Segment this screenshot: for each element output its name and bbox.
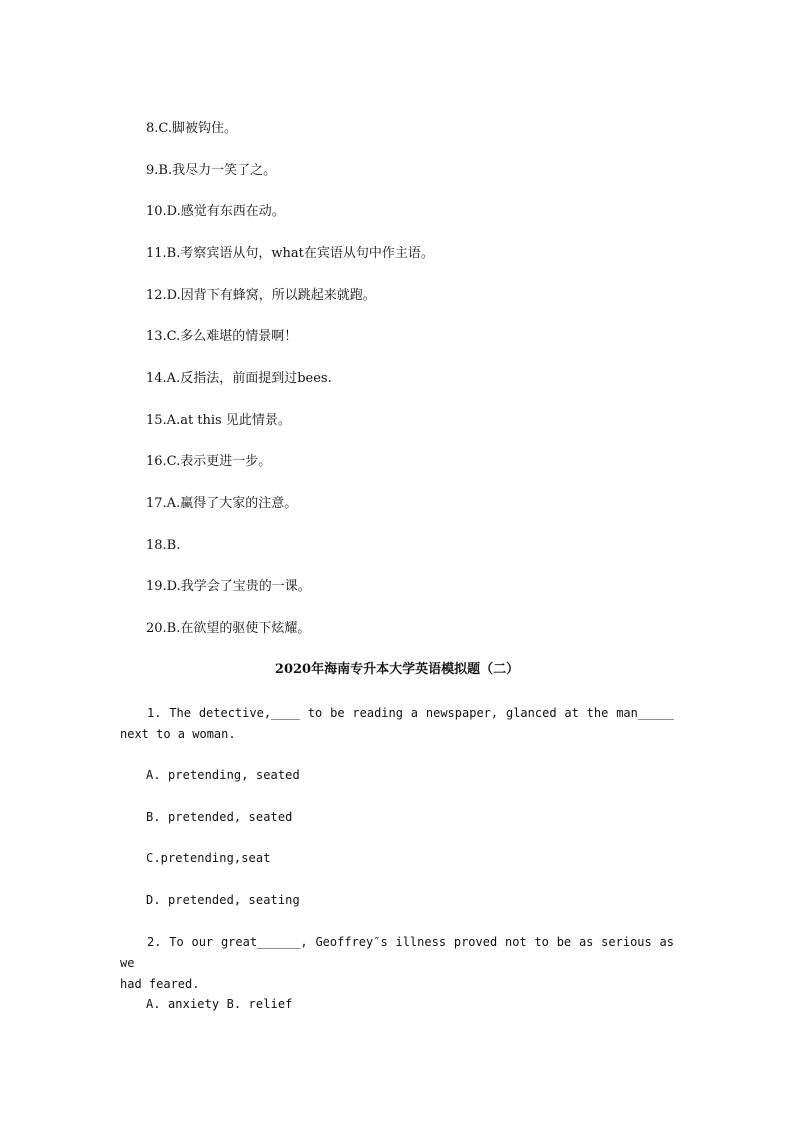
question-stem: [120, 932, 674, 995]
question-stem-line: next to a woman.: [120, 727, 236, 741]
question-stem-line: 1. The detective,____ to be reading a newspaper, glanced at the man_____: [147, 706, 674, 720]
answer-line: 19.D.我学会了宝贵的一课。: [146, 579, 311, 594]
question-stem-line: 2. To our great______, Geoffrey″s illness proved not to be as serious as we: [120, 935, 674, 970]
question-option: D. pretended, seating: [146, 893, 300, 907]
answer-line: 10.D.感觉有东西在动。: [146, 204, 285, 219]
question-stem: [120, 703, 674, 745]
question-option: A. anxiety B. relief: [146, 997, 293, 1011]
question-stem-line: had feared.: [120, 977, 200, 991]
answer-line: 11.B.考察宾语从句，what在宾语从句中作主语。: [146, 246, 434, 261]
answer-line: 20.B.在欲望的驱使下炫耀。: [146, 621, 311, 636]
answer-line: 9.B.我尽力一笑了之。: [146, 163, 277, 178]
answer-line: 8.C.脚被钩住。: [146, 121, 238, 136]
answer-line: 17.A.赢得了大家的注意。: [146, 496, 298, 511]
answer-line: 12.D.因背下有蜂窝，所以跳起来就跑。: [146, 288, 376, 303]
answer-line: 14.A.反指法，前面提到过bees.: [146, 371, 332, 386]
answer-line: 16.C.表示更进一步。: [146, 454, 272, 469]
answer-line: 13.C.多么难堪的情景啊！: [146, 329, 298, 344]
section-title: 2020年海南专升本大学英语模拟题（二）: [274, 662, 520, 677]
question-option: A. pretending, seated: [146, 768, 300, 782]
question-option: B. pretended, seated: [146, 810, 293, 824]
answer-line: 15.A.at this 见此情景。: [146, 413, 291, 428]
answer-line: 18.B.: [146, 538, 181, 553]
question-option: C.pretending,seat: [146, 851, 271, 865]
